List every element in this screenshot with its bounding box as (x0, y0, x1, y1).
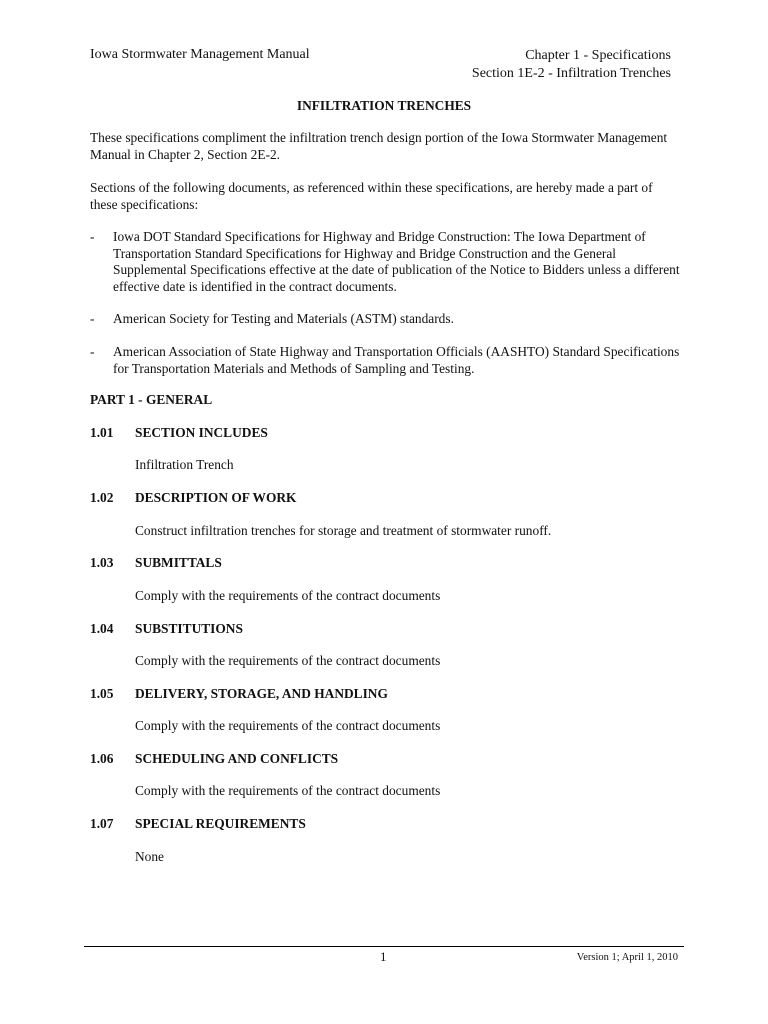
section-title: SUBSTITUTIONS (135, 621, 243, 636)
header-chapter-info (472, 47, 671, 83)
intro-paragraph-2: Sections of the following documents, as referenced within these specifications, are hereby made a part of these specifications: (90, 180, 653, 212)
list-dash: - (90, 229, 95, 244)
section-title: DESCRIPTION OF WORK (135, 490, 297, 505)
section-number: 1.01 (90, 425, 114, 440)
section-number: 1.05 (90, 686, 114, 701)
header-manual-title: Iowa Stormwater Management Manual (90, 47, 310, 62)
reference-text: American Society for Testing and Materials (ASTM) standards. (113, 311, 454, 326)
section-body: Comply with the requirements of the contract documents (135, 783, 441, 798)
header-section: Section 1E-2 - Infiltration Trenches (471, 66, 671, 81)
section-number: 1.07 (90, 816, 114, 831)
section-body: Comply with the requirements of the contract documents (135, 653, 441, 668)
section-title: SCHEDULING AND CONFLICTS (135, 751, 339, 766)
reference-item-iowa-dot (90, 229, 680, 295)
section-title: SECTION INCLUDES (135, 425, 268, 440)
section-body: Infiltration Trench (135, 457, 234, 472)
section-number: 1.06 (90, 751, 114, 766)
list-dash: - (90, 311, 95, 326)
section-number: 1.02 (90, 490, 114, 505)
section-title: SPECIAL REQUIREMENTS (135, 816, 306, 831)
intro-paragraph-1: These specifications compliment the infiltration trench design portion of the Iowa Stormwater Management Manual in Chapter 2, Section 2E-2. (90, 130, 668, 162)
section-body: Comply with the requirements of the contract documents (135, 718, 441, 733)
footer-divider (84, 946, 684, 947)
section-body: Comply with the requirements of the contract documents (135, 588, 441, 603)
list-dash: - (90, 344, 95, 359)
reference-text: Iowa DOT Standard Specifications for Highway and Bridge Construction: The Iowa Department of Transportation Standard Specifications for Highway and Bridge Construction and the General Supplemental Specifications effective at the date of publication of the Notice to Bidders unless a different effective date is identified in the contract documents. (113, 229, 680, 294)
header-chapter: Chapter 1 - Specifications (525, 48, 671, 63)
section-title: DELIVERY, STORAGE, AND HANDLING (135, 686, 388, 701)
section-number: 1.04 (90, 621, 114, 636)
reference-item-astm (90, 311, 680, 328)
section-body: None (135, 849, 165, 864)
part-heading: PART 1 - GENERAL (90, 392, 213, 407)
section-number: 1.03 (90, 555, 114, 570)
version-label: Version 1; April 1, 2010 (576, 952, 678, 963)
section-title: SUBMITTALS (135, 555, 222, 570)
reference-text: American Association of State Highway and Transportation Officials (AASHTO) Standard Specifications for Transportation Materials and Methods of Sampling and Testing. (113, 344, 680, 376)
section-body: Construct infiltration trenches for storage and treatment of stormwater runoff. (135, 523, 552, 538)
page-number: 1 (380, 949, 387, 964)
reference-item-aashto (90, 344, 680, 377)
document-title: INFILTRATION TRENCHES (296, 98, 472, 113)
